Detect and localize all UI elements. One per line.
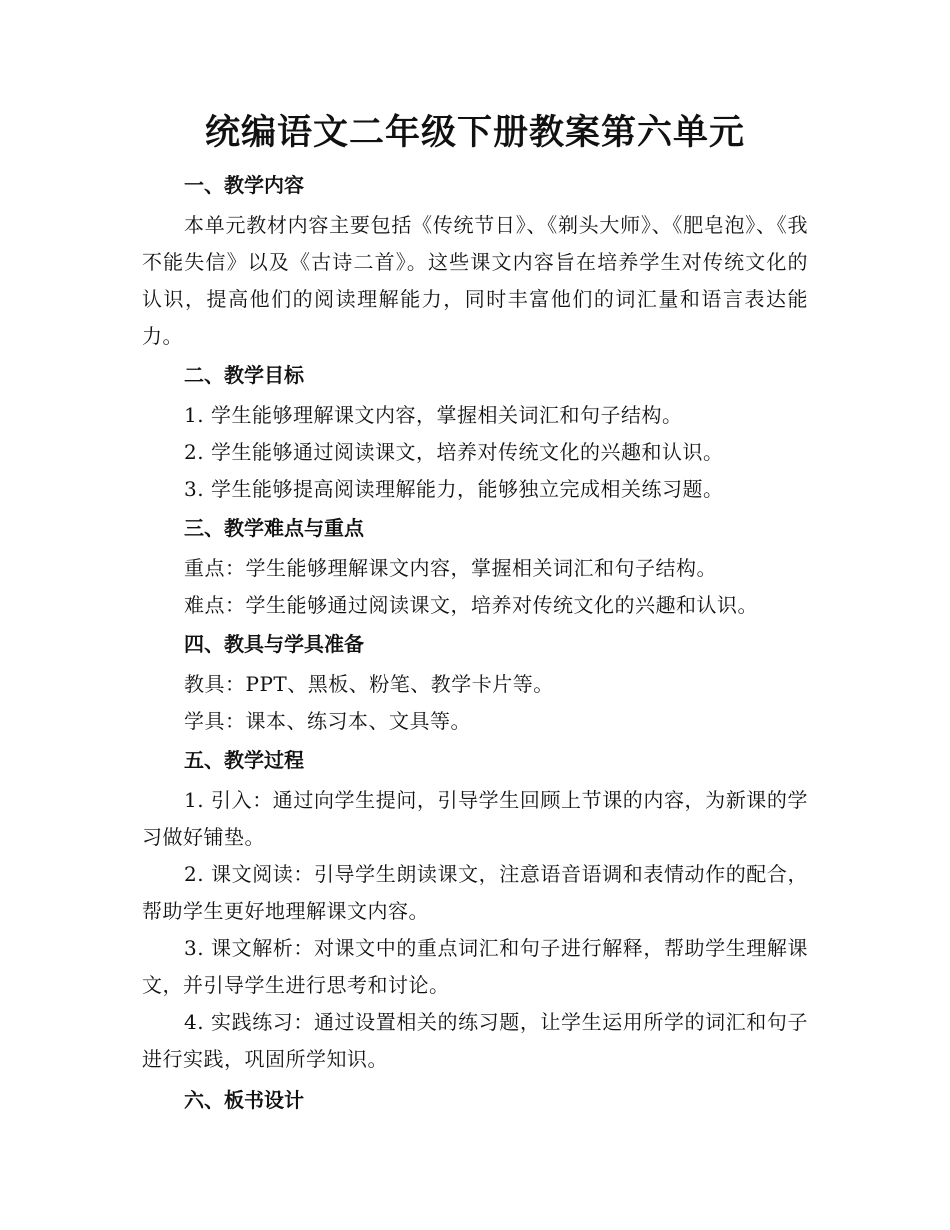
section-heading-content: 一、教学内容 [184,173,304,197]
process-step-2: 2. 课文阅读：引导学生朗读课文，注意语音语调和表情动作的配合，帮助学生更好地理解课文内容。 [142,862,808,923]
goal-item-2: 2. 学生能够通过阅读课文，培养对传统文化的兴趣和认识。 [184,440,724,464]
key-point-line: 重点：学生能够理解课文内容，掌握相关词汇和句子结构。 [184,556,717,580]
learning-tools-line: 学具：课本、练习本、文具等。 [184,709,471,733]
process-step-1: 1. 引入：通过向学生提问，引导学生回顾上节课的内容，为新课的学习做好铺垫。 [142,788,808,849]
process-step-4: 4. 实践练习：通过设置相关的练习题，让学生运用所学的词汇和句子进行实践，巩固所学知识。 [142,1010,808,1071]
document-body [142,170,808,1122]
difficulty-line: 难点：学生能够通过阅读课文，培养对传统文化的兴趣和认识。 [184,593,758,617]
section-heading-key-points: 三、教学难点与重点 [184,516,364,540]
goal-item-1: 1. 学生能够理解课文内容，掌握相关词汇和句子结构。 [184,403,683,427]
teaching-tools-line: 教具：PPT、黑板、粉笔、教学卡片等。 [184,672,554,696]
document-title: 统编语文二年级下册教案第六单元 [204,112,745,153]
process-step-3: 3. 课文解析：对课文中的重点词汇和句子进行解释，帮助学生理解课文，并引导学生进行思考和讨论。 [142,936,808,997]
section-heading-goals: 二、教学目标 [184,363,304,387]
section-heading-process: 五、教学过程 [184,748,304,772]
section-heading-materials: 四、教具与学具准备 [184,632,364,656]
goal-item-3: 3. 学生能够提高阅读理解能力，能够独立完成相关练习题。 [184,477,724,501]
content-paragraph: 本单元教材内容主要包括《传统节日》、《剃头大师》、《肥皂泡》、《我不能失信》以及《古诗二首》。这些课文内容旨在培养学生对传统文化的认识，提高他们的阅读理解能力，同时丰富他们的词汇量和语言表达能力。 [142,213,808,348]
section-heading-board-design: 六、板书设计 [184,1088,304,1112]
